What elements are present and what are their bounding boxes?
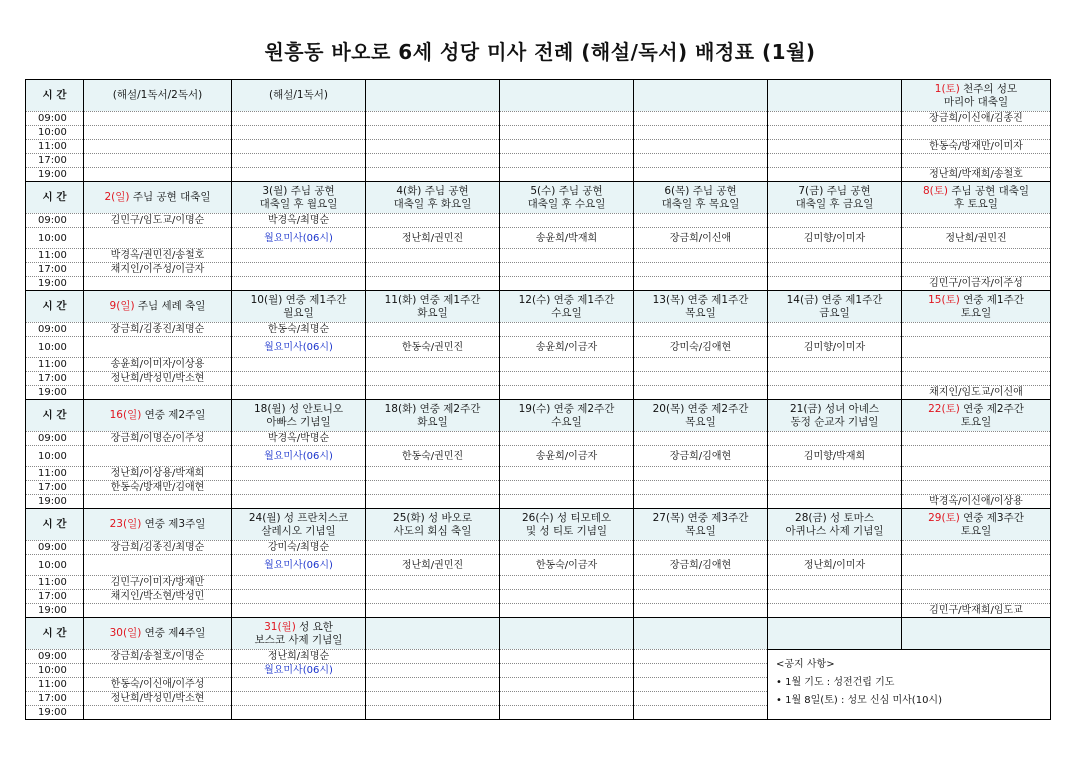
day-header-thu: 20(목) 연중 제2주간 목요일 [634, 400, 768, 432]
assignment-cell: 한동숙/권민진 [366, 446, 500, 467]
assignment-cell: 박경옥/권민진/송철호 [84, 249, 232, 263]
monday-mass-note: 월요미사(06시) [232, 555, 366, 576]
assignment-cell: 장금희/김종진/최명순 [84, 541, 232, 555]
day-header-thu: 6(목) 주님 공현 대축일 후 목요일 [634, 182, 768, 214]
empty-cell [768, 618, 902, 650]
day-header-sat: 22(토) 연중 제2주간 토요일 [902, 400, 1051, 432]
day-header-sat: 8(토) 주님 공현 대축일 후 토요일 [902, 182, 1051, 214]
time-label: 10:00 [26, 446, 84, 467]
assignment-cell [902, 154, 1051, 168]
week-header-row [26, 509, 1051, 541]
day-header-sun: 16(일) 연중 제2주일 [84, 400, 232, 432]
empty-cell [500, 618, 634, 650]
assignment-cell: 정난희/박성민/박소현 [84, 692, 232, 706]
day-header-mon: 24(월) 성 프란치스코 살레시오 기념일 [232, 509, 366, 541]
assignment-cell: 장금희/김종진/최명순 [84, 323, 232, 337]
time-label: 11:00 [26, 140, 84, 154]
day-header-mon: 3(월) 주님 공현 대축일 후 월요일 [232, 182, 366, 214]
assignment-cell: 장금희/이신애/김종진 [902, 112, 1051, 126]
time-header: 시 간 [26, 509, 84, 541]
week-header-row [26, 182, 1051, 214]
notice-title: <공지 사항> [776, 659, 835, 670]
day-header-sun: 9(일) 주님 세례 축일 [84, 291, 232, 323]
day-header-fri: 7(금) 주님 공현 대축일 후 금요일 [768, 182, 902, 214]
day-header-mon: 18(월) 성 안토니오 아빠스 기념일 [232, 400, 366, 432]
time-label: 11:00 [26, 249, 84, 263]
time-label: 09:00 [26, 541, 84, 555]
time-label: 19:00 [26, 168, 84, 182]
empty-cell [902, 618, 1051, 650]
assignment-cell: 한동숙/이신애/이주성 [84, 678, 232, 692]
assignment-cell: 김민구/이미자/방재만 [84, 576, 232, 590]
time-label: 11:00 [26, 358, 84, 372]
time-label: 17:00 [26, 481, 84, 495]
day-header-thu: 13(목) 연중 제1주간 목요일 [634, 291, 768, 323]
time-label: 19:00 [26, 386, 84, 400]
time-header: 시 간 [26, 291, 84, 323]
time-label: 10:00 [26, 664, 84, 678]
day-header-wed: 12(수) 연중 제1주간 수요일 [500, 291, 634, 323]
assignment-cell: 한동숙/권민진 [366, 337, 500, 358]
time-label: 11:00 [26, 467, 84, 481]
assignment-cell [84, 337, 232, 358]
assignment-cell: 장금희/김애현 [634, 446, 768, 467]
empty-cell [366, 618, 500, 650]
time-header: 시 간 [26, 80, 84, 112]
assignment-cell: 송윤희/박재희 [500, 228, 634, 249]
assignment-cell: 박경옥/최명순 [232, 214, 366, 228]
assignment-cell: 정난희/최명순 [232, 650, 366, 664]
day-header-sun: 23(일) 연중 제3주일 [84, 509, 232, 541]
time-label: 09:00 [26, 432, 84, 446]
assignment-cell: 정난희/이상용/박재희 [84, 467, 232, 481]
monday-mass-note: 월요미사(06시) [232, 228, 366, 249]
empty-cell [634, 80, 768, 112]
time-label: 19:00 [26, 706, 84, 720]
time-header: 시 간 [26, 618, 84, 650]
assignment-cell: 김민구/임도교/이명순 [84, 214, 232, 228]
assignment-cell: 장금희/송철호/이명순 [84, 650, 232, 664]
time-label: 11:00 [26, 678, 84, 692]
time-label: 17:00 [26, 590, 84, 604]
day-header-wed: 19(수) 연중 제2주간 수요일 [500, 400, 634, 432]
day-header-mon: 31(월) 성 요한 보스코 사제 기념일 [232, 618, 366, 650]
monday-mass-note: 월요미사(06시) [232, 337, 366, 358]
schedule-table [25, 79, 1051, 720]
assignment-cell [84, 555, 232, 576]
day-header-sun: 2(일) 주님 공현 대축일 [84, 182, 232, 214]
assignment-cell: 박경옥/이신애/이상용 [902, 495, 1051, 509]
empty-cell [634, 618, 768, 650]
time-label: 11:00 [26, 576, 84, 590]
time-label: 17:00 [26, 154, 84, 168]
day-header-tue: 18(화) 연중 제2주간 화요일 [366, 400, 500, 432]
day-header-sat: 29(토) 연중 제3주간 토요일 [902, 509, 1051, 541]
week-header-row [26, 80, 1051, 112]
assignment-cell: 송윤희/이금자 [500, 446, 634, 467]
empty-cell [768, 80, 902, 112]
assignment-cell: 정난희/박성민/박소현 [84, 372, 232, 386]
assignment-cell [902, 126, 1051, 140]
assignment-cell: 채지인/이주성/이금자 [84, 263, 232, 277]
day-header-mon: 10(월) 연중 제1주간 월요일 [232, 291, 366, 323]
notice-item: • 1월 기도 : 성전건립 기도 [776, 677, 895, 688]
assignment-cell: 한동숙/최명순 [232, 323, 366, 337]
time-label: 10:00 [26, 228, 84, 249]
assignment-cell [84, 228, 232, 249]
assignment-cell: 김미향/이미자 [768, 337, 902, 358]
page-title: 원흥동 바오로 6세 성당 미사 전례 (해설/독서) 배정표 (1월) [264, 40, 816, 64]
assignment-cell: 한동숙/방재만/김애현 [84, 481, 232, 495]
monday-mass-note: 월요미사(06시) [232, 446, 366, 467]
assignment-cell: 장금희/이신애 [634, 228, 768, 249]
week-header-row [26, 618, 1051, 650]
time-label: 19:00 [26, 495, 84, 509]
day-header-tue: 11(화) 연중 제1주간 화요일 [366, 291, 500, 323]
assignment-cell: 한동숙/방재만/이미자 [902, 140, 1051, 154]
day-header-fri: 14(금) 연중 제1주간 금요일 [768, 291, 902, 323]
time-label: 19:00 [26, 604, 84, 618]
assignment-cell: 송윤희/이미자/이상용 [84, 358, 232, 372]
day-header-fri: 28(금) 성 토마스 아퀴나스 사제 기념일 [768, 509, 902, 541]
assignment-cell: 강미숙/김애현 [634, 337, 768, 358]
assignment-cell: 한동숙/이금자 [500, 555, 634, 576]
col2-note: (해설/1독서) [232, 80, 366, 112]
time-label: 09:00 [26, 214, 84, 228]
week-header-row [26, 400, 1051, 432]
assignment-cell: 장금희/김애현 [634, 555, 768, 576]
time-header: 시 간 [26, 182, 84, 214]
assignment-cell: 채지인/박소현/박성민 [84, 590, 232, 604]
assignment-cell: 정난희/권민진 [366, 228, 500, 249]
monday-mass-note: 월요미사(06시) [232, 664, 366, 678]
day-header-sun: 30(일) 연중 제4주일 [84, 618, 232, 650]
time-label: 17:00 [26, 263, 84, 277]
time-label: 09:00 [26, 112, 84, 126]
time-label: 09:00 [26, 323, 84, 337]
assignment-cell: 김민구/박재희/임도교 [902, 604, 1051, 618]
assignment-cell: 정난희/권민진 [366, 555, 500, 576]
empty-cell [500, 80, 634, 112]
time-label: 17:00 [26, 692, 84, 706]
day-header-sat: 15(토) 연중 제1주간 토요일 [902, 291, 1051, 323]
time-label: 10:00 [26, 126, 84, 140]
assignment-cell: 송윤희/이금자 [500, 337, 634, 358]
week-header-row [26, 291, 1051, 323]
assignment-cell: 김미향/이미자 [768, 228, 902, 249]
assignment-cell [84, 664, 232, 678]
time-label: 19:00 [26, 277, 84, 291]
day-header-thu: 27(목) 연중 제3주간 목요일 [634, 509, 768, 541]
notice-box [768, 650, 1051, 720]
time-label: 09:00 [26, 650, 84, 664]
assignment-cell: 강미숙/최명순 [232, 541, 366, 555]
day-header-tue: 4(화) 주님 공현 대축일 후 화요일 [366, 182, 500, 214]
assignment-cell: 박경옥/박명순 [232, 432, 366, 446]
time-header: 시 간 [26, 400, 84, 432]
day-header-fri: 21(금) 성녀 아녜스 동정 순교자 기념일 [768, 400, 902, 432]
day-header-tue: 25(화) 성 바오로 사도의 회심 축일 [366, 509, 500, 541]
assignment-cell: 김미향/박재희 [768, 446, 902, 467]
time-label: 10:00 [26, 337, 84, 358]
assignment-cell: 정난희/이미자 [768, 555, 902, 576]
assignment-cell: 장금희/이명순/이주성 [84, 432, 232, 446]
col1-note: (해설/1독서/2독서) [84, 80, 232, 112]
assignment-cell: 채지인/임도교/이신애 [902, 386, 1051, 400]
day-header-sat: 1(토) 천주의 성모 마리아 대축일 [902, 80, 1051, 112]
day-header-wed: 5(수) 주님 공현 대축일 후 수요일 [500, 182, 634, 214]
time-label: 17:00 [26, 372, 84, 386]
assignment-cell: 정난희/박재희/송철호 [902, 168, 1051, 182]
notice-item: • 1월 8일(토) : 성모 신심 미사(10시) [776, 695, 942, 706]
day-header-wed: 26(수) 성 티모테오 및 성 티토 기념일 [500, 509, 634, 541]
time-label: 10:00 [26, 555, 84, 576]
assignment-cell [84, 446, 232, 467]
empty-cell [366, 80, 500, 112]
assignment-cell: 정난희/권민진 [902, 228, 1051, 249]
assignment-cell: 김민구/이금자/이주성 [902, 277, 1051, 291]
